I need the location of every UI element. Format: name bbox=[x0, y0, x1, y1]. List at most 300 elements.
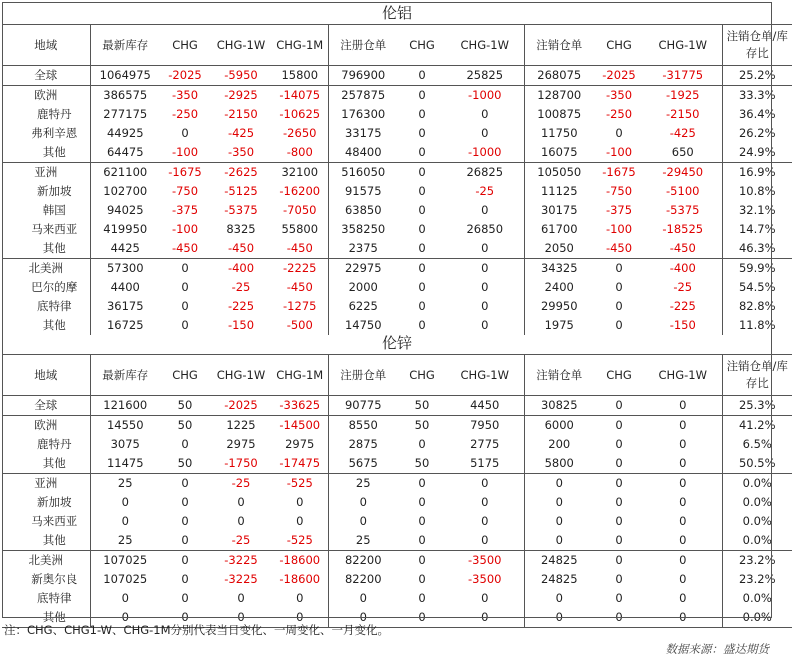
value-cell: 0 bbox=[418, 514, 426, 528]
value-cell: 4450 bbox=[470, 398, 500, 412]
value-cell: 0 bbox=[418, 437, 426, 451]
value-cell: 16075 bbox=[524, 143, 594, 163]
value-cell: 2975 bbox=[285, 437, 315, 451]
value-cell: 1064975 bbox=[90, 66, 160, 86]
value-cell: -5950 bbox=[224, 68, 258, 82]
table-row bbox=[2, 239, 792, 259]
value-cell: 0 bbox=[594, 608, 644, 628]
value-cell: 50 bbox=[414, 398, 430, 412]
value-cell: 0 bbox=[481, 514, 489, 528]
value-cell: 50 bbox=[414, 456, 430, 470]
value-cell: 0 bbox=[524, 589, 594, 608]
value-cell: 1225 bbox=[210, 416, 272, 436]
table-row bbox=[2, 297, 792, 316]
column-header: 注销仓单 bbox=[524, 25, 594, 66]
region-cell: 其他 bbox=[42, 533, 66, 547]
region-cell: 全球 bbox=[34, 398, 58, 412]
table-row bbox=[2, 551, 792, 571]
value-cell: 0 bbox=[418, 280, 426, 294]
value-cell: 0 bbox=[615, 533, 623, 547]
value-cell: 7950 bbox=[446, 416, 524, 436]
value-cell: 0.0% bbox=[722, 589, 792, 608]
value-cell: 14750 bbox=[328, 316, 398, 335]
region-cell: 新加坡 bbox=[37, 184, 72, 198]
value-cell: 0 bbox=[481, 591, 489, 605]
value-cell: 0 bbox=[481, 318, 489, 332]
value-cell: -2625 bbox=[210, 163, 272, 183]
value-cell: 0 bbox=[418, 318, 426, 332]
value-cell: -450 bbox=[286, 241, 313, 255]
value-cell: -750 bbox=[171, 184, 199, 198]
value-cell: -1000 bbox=[446, 86, 524, 106]
value-cell: 0 bbox=[90, 589, 160, 608]
value-cell: 0 bbox=[418, 572, 426, 586]
value-cell: 0 bbox=[418, 68, 426, 82]
value-cell: 0 bbox=[296, 495, 304, 509]
value-cell: 0 bbox=[328, 608, 398, 628]
value-cell: 0 bbox=[272, 608, 328, 628]
value-cell: 25 bbox=[328, 474, 398, 494]
table-row bbox=[2, 493, 792, 512]
value-cell: 419950 bbox=[90, 220, 160, 239]
value-cell: 14.7% bbox=[722, 220, 792, 239]
value-cell: 33175 bbox=[328, 124, 398, 143]
value-cell: 0 bbox=[398, 474, 446, 494]
value-cell: 0 bbox=[181, 591, 189, 605]
value-cell: 0.0% bbox=[722, 608, 792, 628]
value-cell: 59.9% bbox=[722, 259, 792, 279]
value-cell: 0 bbox=[181, 514, 189, 528]
region-cell: 亚洲 bbox=[2, 474, 90, 494]
value-cell: -450 bbox=[227, 241, 255, 255]
value-cell: -425 bbox=[669, 126, 696, 140]
table-row bbox=[2, 454, 792, 474]
value-cell: 4425 bbox=[90, 239, 160, 259]
value-cell: -750 bbox=[605, 184, 633, 198]
table-title: 伦锌 bbox=[2, 332, 792, 355]
value-cell: -3225 bbox=[224, 572, 258, 586]
value-cell: 0 bbox=[418, 203, 426, 217]
column-header: CHG-1W bbox=[446, 355, 524, 396]
value-cell: -3500 bbox=[446, 551, 524, 571]
value-cell: -425 bbox=[227, 126, 255, 140]
value-cell: 4400 bbox=[90, 278, 160, 297]
value-cell: -16200 bbox=[279, 184, 321, 198]
value-cell: 63850 bbox=[328, 201, 398, 220]
value-cell: 50 bbox=[177, 398, 193, 412]
value-cell: 0 bbox=[296, 591, 304, 605]
value-cell: 82.8% bbox=[722, 297, 792, 316]
table-row bbox=[2, 531, 792, 551]
value-cell: -17475 bbox=[279, 456, 321, 470]
table-row bbox=[2, 105, 792, 124]
column-header: CHG bbox=[160, 355, 210, 396]
column-header: 地域 bbox=[2, 355, 90, 396]
table-row bbox=[2, 201, 792, 220]
value-cell: 0 bbox=[524, 608, 594, 628]
value-cell: 23.2% bbox=[722, 551, 792, 571]
value-cell: -350 bbox=[227, 145, 255, 159]
table-row bbox=[2, 278, 792, 297]
value-cell: 0 bbox=[594, 551, 644, 571]
value-cell: 0 bbox=[446, 474, 524, 494]
value-cell: 55800 bbox=[281, 222, 319, 236]
value-cell: -7050 bbox=[283, 203, 317, 217]
value-cell: 0 bbox=[296, 514, 304, 528]
value-cell: 36175 bbox=[90, 297, 160, 316]
column-header: CHG-1W bbox=[446, 25, 524, 66]
value-cell: 2050 bbox=[524, 239, 594, 259]
column-header: 注册仓单 bbox=[328, 355, 398, 396]
column-header: CHG bbox=[398, 355, 446, 396]
value-cell: 0 bbox=[615, 126, 623, 140]
value-cell: 0 bbox=[644, 608, 722, 628]
value-cell: -5125 bbox=[224, 184, 258, 198]
table-row bbox=[2, 163, 792, 183]
value-cell: 0 bbox=[615, 514, 623, 528]
value-cell: 2400 bbox=[524, 278, 594, 297]
value-cell: 0 bbox=[679, 437, 687, 451]
value-cell: 11.8% bbox=[722, 316, 792, 335]
table-row bbox=[2, 220, 792, 239]
value-cell: 25.3% bbox=[722, 396, 792, 416]
value-cell: 0 bbox=[524, 493, 594, 512]
column-header: CHG-1M bbox=[272, 25, 328, 66]
value-cell: 26.2% bbox=[722, 124, 792, 143]
value-cell: 0 bbox=[90, 512, 160, 531]
value-cell: 0 bbox=[615, 437, 623, 451]
value-cell: 0 bbox=[237, 514, 245, 528]
value-cell: -250 bbox=[171, 107, 199, 121]
value-cell: 2375 bbox=[328, 239, 398, 259]
value-cell: -400 bbox=[644, 259, 722, 279]
value-cell: 16.9% bbox=[722, 163, 792, 183]
value-cell: 0 bbox=[418, 299, 426, 313]
value-cell: 23.2% bbox=[722, 570, 792, 589]
value-cell: 0.0% bbox=[722, 512, 792, 531]
value-cell: 0 bbox=[237, 495, 245, 509]
value-cell: 0 bbox=[679, 495, 687, 509]
value-cell: -800 bbox=[286, 145, 313, 159]
value-cell: 0 bbox=[644, 416, 722, 436]
value-cell: 0 bbox=[679, 591, 687, 605]
value-cell: 0 bbox=[181, 495, 189, 509]
value-cell: 41.2% bbox=[722, 416, 792, 436]
value-cell: 50.5% bbox=[722, 454, 792, 474]
value-cell: 24.9% bbox=[722, 143, 792, 163]
value-cell: 25 bbox=[328, 531, 398, 551]
value-cell: 0 bbox=[90, 608, 160, 628]
value-cell: 33.3% bbox=[722, 86, 792, 106]
region-cell: 新奥尔良 bbox=[31, 572, 78, 586]
value-cell: 8325 bbox=[226, 222, 256, 236]
value-cell: 0 bbox=[398, 551, 446, 571]
value-cell: -18600 bbox=[279, 572, 321, 586]
value-cell: 0 bbox=[398, 259, 446, 279]
value-cell: 0 bbox=[481, 299, 489, 313]
column-header: CHG-1W bbox=[644, 25, 722, 66]
value-cell: 0 bbox=[418, 222, 426, 236]
value-cell: -29450 bbox=[644, 163, 722, 183]
value-cell: 10.8% bbox=[722, 182, 792, 201]
value-cell: 0 bbox=[418, 145, 426, 159]
table-title-row bbox=[2, 332, 792, 355]
value-cell: -2025 bbox=[168, 68, 202, 82]
value-cell: 26850 bbox=[466, 222, 504, 236]
value-cell: -25 bbox=[475, 184, 495, 198]
value-cell: 105050 bbox=[524, 163, 594, 183]
region-cell: 巴尔的摩 bbox=[31, 280, 78, 294]
value-cell: 0 bbox=[398, 86, 446, 106]
region-cell: 其他 bbox=[42, 318, 66, 332]
column-header: CHG bbox=[594, 25, 644, 66]
value-cell: 24825 bbox=[524, 551, 594, 571]
column-header: CHG-1W bbox=[644, 355, 722, 396]
region-cell: 亚洲 bbox=[2, 163, 90, 183]
value-cell: 6.5% bbox=[722, 435, 792, 454]
table-title: 伦铝 bbox=[2, 2, 792, 25]
value-cell: 0 bbox=[679, 398, 687, 412]
column-header: 最新库存 bbox=[90, 25, 160, 66]
value-cell: 0 bbox=[160, 474, 210, 494]
value-cell: 36.4% bbox=[722, 105, 792, 124]
value-cell: -400 bbox=[210, 259, 272, 279]
table-row bbox=[2, 589, 792, 608]
value-cell: 0 bbox=[418, 241, 426, 255]
column-header: 注销仓单/库存比 bbox=[722, 355, 792, 396]
value-cell: 0 bbox=[594, 259, 644, 279]
value-cell: 0 bbox=[181, 437, 189, 451]
value-cell: 0 bbox=[594, 474, 644, 494]
value-cell: 257875 bbox=[328, 86, 398, 106]
region-cell: 马来西亚 bbox=[31, 222, 78, 236]
table-row bbox=[2, 396, 792, 416]
region-cell: 马来西亚 bbox=[31, 514, 78, 528]
value-cell: 0 bbox=[615, 299, 623, 313]
value-cell: 46.3% bbox=[722, 239, 792, 259]
region-cell: 弗利辛恩 bbox=[31, 126, 78, 140]
value-cell: 0 bbox=[418, 107, 426, 121]
value-cell: 11475 bbox=[90, 454, 160, 474]
table-row bbox=[2, 416, 792, 436]
value-cell: 90775 bbox=[328, 396, 398, 416]
value-cell: -100 bbox=[605, 222, 633, 236]
value-cell: 100875 bbox=[524, 105, 594, 124]
value-cell: 200 bbox=[524, 435, 594, 454]
value-cell: 0 bbox=[481, 280, 489, 294]
column-header: 注销仓单/库存比 bbox=[722, 25, 792, 66]
value-cell: 24825 bbox=[524, 570, 594, 589]
value-cell: -150 bbox=[669, 318, 696, 332]
value-cell: -150 bbox=[227, 318, 255, 332]
region-cell: 其他 bbox=[42, 456, 66, 470]
value-cell: 91575 bbox=[328, 182, 398, 201]
value-cell: -250 bbox=[605, 107, 633, 121]
value-cell: -2925 bbox=[210, 86, 272, 106]
value-cell: -500 bbox=[286, 318, 313, 332]
value-cell: -3225 bbox=[210, 551, 272, 571]
value-cell: 0 bbox=[615, 456, 623, 470]
value-cell: 0 bbox=[446, 608, 524, 628]
value-cell: -18525 bbox=[662, 222, 704, 236]
value-cell: -375 bbox=[605, 203, 633, 217]
value-cell: 0 bbox=[615, 591, 623, 605]
value-cell: 796900 bbox=[328, 66, 398, 86]
value-cell: -2025 bbox=[224, 398, 258, 412]
value-cell: -100 bbox=[605, 145, 633, 159]
value-cell: 0 bbox=[418, 495, 426, 509]
value-cell: 30175 bbox=[524, 201, 594, 220]
value-cell: -3500 bbox=[468, 572, 502, 586]
value-cell: 0 bbox=[481, 107, 489, 121]
column-header: 注销仓单 bbox=[524, 355, 594, 396]
column-header: 地域 bbox=[2, 25, 90, 66]
value-cell: 0 bbox=[446, 259, 524, 279]
value-cell: 0 bbox=[524, 512, 594, 531]
value-cell: 34325 bbox=[524, 259, 594, 279]
value-cell: 0 bbox=[679, 514, 687, 528]
value-cell: 0 bbox=[615, 280, 623, 294]
value-cell: 0 bbox=[418, 533, 426, 547]
value-cell: -225 bbox=[227, 299, 255, 313]
value-cell: -350 bbox=[594, 86, 644, 106]
value-cell: 0 bbox=[679, 572, 687, 586]
region-cell: 北美洲 bbox=[2, 259, 90, 279]
value-cell: 3075 bbox=[90, 435, 160, 454]
value-cell: 50 bbox=[177, 456, 193, 470]
value-cell: 0 bbox=[181, 299, 189, 313]
column-header: CHG-1W bbox=[210, 25, 272, 66]
table-row bbox=[2, 66, 792, 86]
footnote: 注：CHG、CHG1-W、CHG-1M分别代表当日变化、一周变化、一月变化。 bbox=[4, 623, 390, 637]
value-cell: -1275 bbox=[283, 299, 317, 313]
region-cell: 鹿特丹 bbox=[37, 437, 72, 451]
value-cell: 0 bbox=[328, 512, 398, 531]
value-cell: 25 bbox=[90, 531, 160, 551]
value-cell: -100 bbox=[171, 145, 199, 159]
value-cell: 176300 bbox=[328, 105, 398, 124]
value-cell: 0.0% bbox=[722, 531, 792, 551]
value-cell: 0 bbox=[644, 551, 722, 571]
value-cell: 0.0% bbox=[722, 474, 792, 494]
value-cell: -1675 bbox=[160, 163, 210, 183]
value-cell: -2025 bbox=[602, 68, 636, 82]
value-cell: -1675 bbox=[594, 163, 644, 183]
table-row bbox=[2, 474, 792, 494]
value-cell: 0 bbox=[418, 184, 426, 198]
value-cell: 5175 bbox=[470, 456, 500, 470]
value-cell: 6225 bbox=[328, 297, 398, 316]
value-cell: 268075 bbox=[524, 66, 594, 86]
region-cell: 韩国 bbox=[42, 203, 66, 217]
column-header: CHG bbox=[594, 355, 644, 396]
value-cell: 0.0% bbox=[722, 493, 792, 512]
value-cell: 0 bbox=[524, 531, 594, 551]
value-cell: -25 bbox=[231, 533, 251, 547]
value-cell: 11125 bbox=[524, 182, 594, 201]
value-cell: 621100 bbox=[90, 163, 160, 183]
value-cell: 386575 bbox=[90, 86, 160, 106]
value-cell: 14550 bbox=[90, 416, 160, 436]
value-cell: -10625 bbox=[279, 107, 321, 121]
value-cell: -25 bbox=[231, 280, 251, 294]
value-cell: 0 bbox=[181, 126, 189, 140]
value-cell: 107025 bbox=[90, 551, 160, 571]
value-cell: 516050 bbox=[328, 163, 398, 183]
value-cell: 0 bbox=[237, 591, 245, 605]
value-cell: 50 bbox=[398, 416, 446, 436]
value-cell: 0 bbox=[615, 318, 623, 332]
value-cell: 5675 bbox=[328, 454, 398, 474]
value-cell: -2225 bbox=[272, 259, 328, 279]
region-cell: 其他 bbox=[42, 241, 66, 255]
value-cell: -2150 bbox=[666, 107, 700, 121]
table-row bbox=[2, 182, 792, 201]
value-cell: 0 bbox=[398, 608, 446, 628]
column-header: CHG bbox=[160, 25, 210, 66]
header-row bbox=[2, 355, 792, 396]
value-cell: -100 bbox=[171, 222, 199, 236]
table-row bbox=[2, 124, 792, 143]
region-cell: 其他 bbox=[2, 608, 90, 628]
value-cell: 25825 bbox=[466, 68, 504, 82]
value-cell: 0 bbox=[679, 533, 687, 547]
value-cell: -33625 bbox=[279, 398, 321, 412]
value-cell: 30825 bbox=[524, 396, 594, 416]
value-cell: 44925 bbox=[90, 124, 160, 143]
value-cell: -14500 bbox=[272, 416, 328, 436]
region-cell: 鹿特丹 bbox=[37, 107, 72, 121]
value-cell: 358250 bbox=[328, 220, 398, 239]
value-cell: 0 bbox=[181, 280, 189, 294]
value-cell: 0 bbox=[181, 533, 189, 547]
value-cell: 0 bbox=[615, 495, 623, 509]
value-cell: 0 bbox=[679, 456, 687, 470]
value-cell: 11750 bbox=[524, 124, 594, 143]
header-row bbox=[2, 25, 792, 66]
value-cell: 64475 bbox=[90, 143, 160, 163]
value-cell: 0 bbox=[181, 572, 189, 586]
value-cell: -1925 bbox=[644, 86, 722, 106]
region-cell: 底特律 bbox=[37, 591, 72, 605]
value-cell: -31775 bbox=[662, 68, 704, 82]
value-cell: 0 bbox=[644, 474, 722, 494]
value-cell: 0 bbox=[481, 241, 489, 255]
region-cell: 欧洲 bbox=[2, 416, 90, 436]
column-header: CHG-1W bbox=[210, 355, 272, 396]
value-cell: -25 bbox=[673, 280, 693, 294]
value-cell: 0 bbox=[398, 163, 446, 183]
value-cell: 277175 bbox=[90, 105, 160, 124]
region-cell: 欧洲 bbox=[2, 86, 90, 106]
value-cell: -525 bbox=[286, 533, 313, 547]
table-title-row bbox=[2, 2, 792, 25]
value-cell: 121600 bbox=[90, 396, 160, 416]
table-row bbox=[2, 259, 792, 279]
value-cell: 2775 bbox=[470, 437, 500, 451]
value-cell: 0 bbox=[418, 126, 426, 140]
value-cell: 25.2% bbox=[722, 66, 792, 86]
value-cell: -2650 bbox=[283, 126, 317, 140]
value-cell: -450 bbox=[669, 241, 696, 255]
value-cell: 6000 bbox=[524, 416, 594, 436]
value-cell: 50 bbox=[160, 416, 210, 436]
value-cell: 2000 bbox=[328, 278, 398, 297]
value-cell: -14075 bbox=[272, 86, 328, 106]
value-cell: 0 bbox=[328, 493, 398, 512]
value-cell: 0 bbox=[328, 589, 398, 608]
value-cell: 107025 bbox=[90, 570, 160, 589]
